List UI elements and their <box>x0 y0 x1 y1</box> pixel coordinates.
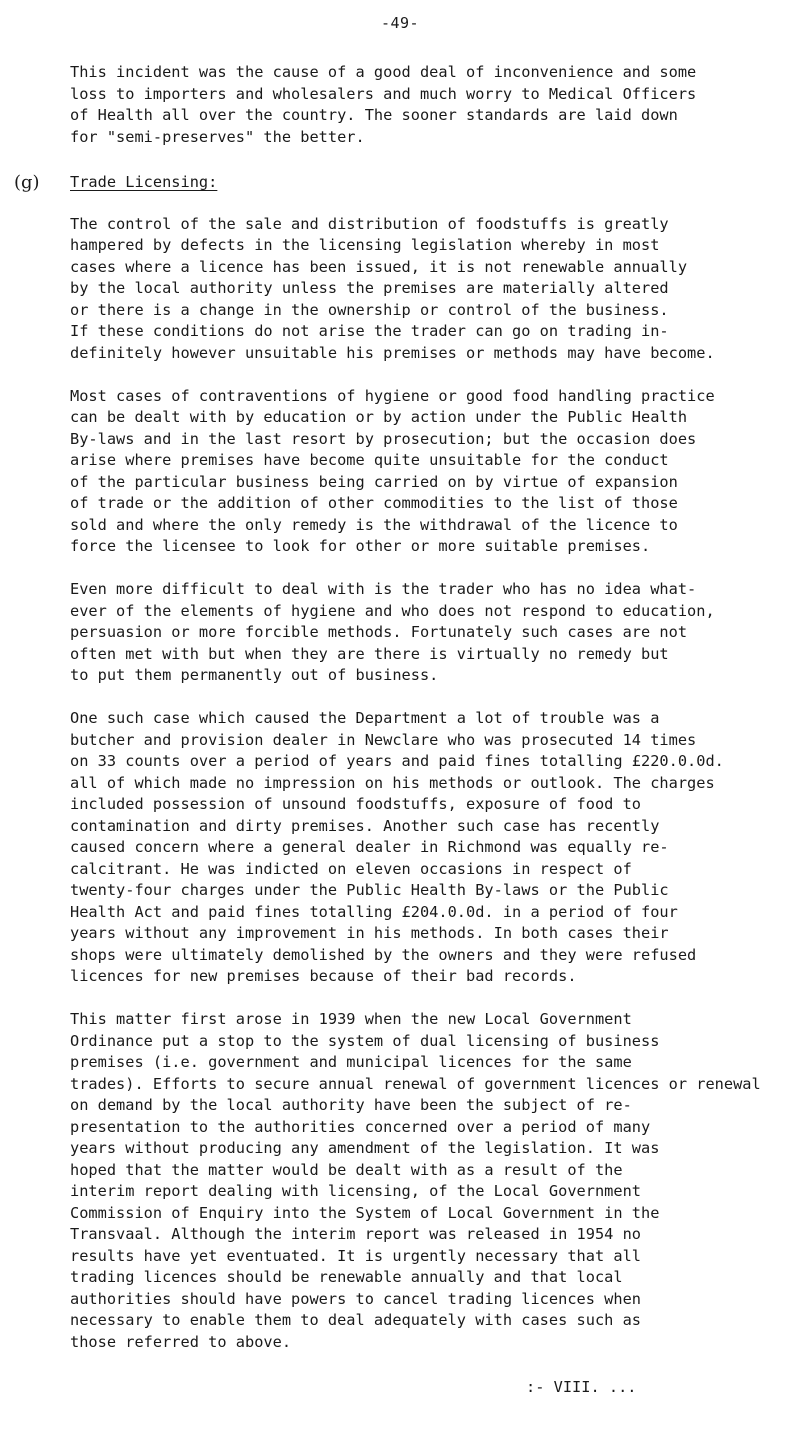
section-heading <box>14 172 790 194</box>
text-line: arise where premises have become quite unsuitable for the conduct <box>70 451 669 469</box>
text-line: all of which made no impression on his methods or outlook. The charges <box>70 773 715 792</box>
text-line: trades). Efforts to secure annual renewal of government licences or renewal <box>70 1074 761 1093</box>
text-line: authorities should have powers to cancel trading licences when <box>70 1289 641 1308</box>
text-line: contamination and dirty premises. Another such case has recently <box>70 816 660 835</box>
text-line: This incident was the cause of a good deal of inconvenience and some <box>70 63 697 81</box>
paragraph-gap <box>70 364 790 386</box>
text-line: cases where a licence has been issued, it is not renewable annually <box>70 257 688 276</box>
text-line: can be dealt with by education or by action under the Public Health <box>70 408 688 426</box>
text-line: licences for new premises because of their bad records. <box>70 967 577 985</box>
text-line: definitely however unsuitable his premises or methods may have become. <box>70 343 715 362</box>
text-line: of the particular business being carried on by virtue of expansion <box>70 472 678 491</box>
text-line: for "semi-preserves" the better. <box>70 127 365 146</box>
text-line: to put them permanently out of business. <box>70 666 439 684</box>
text-line: shops were ultimately demolished by the owners and they were refused <box>70 945 697 964</box>
section-title: Trade Licensing: <box>70 173 218 191</box>
text-line: necessary to enable them to deal adequately with cases such as <box>70 1311 641 1329</box>
text-line: included possession of unsound foodstuffs, exposure of food to <box>70 795 641 813</box>
text-line: trading licences should be renewable annually and that local <box>70 1268 623 1286</box>
page-body <box>14 62 790 1353</box>
text-line: on demand by the local authority have been the subject of re- <box>70 1096 632 1114</box>
text-line: By-laws and in the last resort by prosecution; but the occasion does <box>70 429 697 448</box>
text-line: hoped that the matter would be dealt with as a result of the <box>70 1160 623 1179</box>
text-line: interim report dealing with licensing, of the Local Government <box>70 1182 641 1200</box>
page-number: -49- <box>380 14 420 32</box>
text-line: Ordinance put a stop to the system of dual licensing of business <box>70 1031 660 1050</box>
text-line: If these conditions do not arise the trader can go on trading in- <box>70 322 669 340</box>
paragraph-case-examples <box>70 708 790 988</box>
text-line: ever of the elements of hygiene and who does not respond to education, <box>70 601 715 620</box>
text-line: force the licensee to look for other or more suitable premises. <box>70 537 651 555</box>
text-line: hampered by defects in the licensing legislation whereby in most <box>70 236 660 254</box>
paragraph-gap <box>70 687 790 709</box>
text-line: This matter first arose in 1939 when the new Local Government <box>70 1010 632 1028</box>
paragraph-difficult-traders <box>70 579 790 687</box>
intro-paragraph <box>70 62 790 148</box>
text-line: sold and where the only remedy is the withdrawal of the licence to <box>70 515 678 534</box>
text-line: or there is a change in the ownership or control of the business. <box>70 300 669 319</box>
text-line: Even more difficult to deal with is the trader who has no idea what- <box>70 580 697 598</box>
text-line: calcitrant. He was indicted on eleven occasions in respect of <box>70 859 632 878</box>
text-line: often met with but when they are there is virtually no remedy but <box>70 644 669 663</box>
text-line: Health Act and paid fines totalling £204.0.0d. in a period of four <box>70 902 678 921</box>
text-line: premises (i.e. government and municipal licences for the same <box>70 1053 632 1071</box>
text-line: Most cases of contraventions of hygiene or good food handling practice <box>70 386 715 405</box>
continuation-marker: :- VIII. ... <box>526 1378 637 1396</box>
paragraph-gap <box>70 558 790 580</box>
text-line: results have yet eventuated. It is urgently necessary that all <box>70 1246 641 1265</box>
paragraph-contraventions <box>70 386 790 558</box>
text-line: by the local authority unless the premises are materially altered <box>70 279 669 297</box>
text-line: loss to importers and wholesalers and much worry to Medical Officers <box>70 84 697 103</box>
text-line: butcher and provision dealer in Newclare who was prosecuted 14 times <box>70 730 697 749</box>
text-line: years without producing any amendment of the legislation. It was <box>70 1139 660 1157</box>
text-line: Transvaal. Although the interim report was released in 1954 no <box>70 1225 641 1243</box>
text-line: of trade or the addition of other commodities to the list of those <box>70 494 678 512</box>
paragraph-licensing-defects <box>70 214 790 365</box>
text-line: One such case which caused the Department a lot of trouble was a <box>70 709 660 727</box>
text-line: of Health all over the country. The sooner standards are laid down <box>70 106 678 124</box>
section-marker: (g) <box>14 172 40 193</box>
text-line: caused concern where a general dealer in Richmond was equally re- <box>70 838 669 856</box>
text-line: those referred to above. <box>70 1332 292 1351</box>
text-line: on 33 counts over a period of years and paid fines totalling £220.0.0d. <box>70 752 724 770</box>
paragraph-gap <box>70 988 790 1010</box>
text-line: presentation to the authorities concerned over a period of many <box>70 1117 651 1136</box>
text-line: Commission of Enquiry into the System of Local Government in the <box>70 1203 660 1222</box>
text-line: twenty-four charges under the Public Health By-laws or the Public <box>70 881 669 899</box>
text-line: The control of the sale and distribution of foodstuffs is greatly <box>70 214 669 233</box>
text-line: persuasion or more forcible methods. Fortunately such cases are not <box>70 623 688 641</box>
paragraph-history-1939 <box>70 1009 790 1353</box>
text-line: years without any improvement in his methods. In both cases their <box>70 924 669 942</box>
